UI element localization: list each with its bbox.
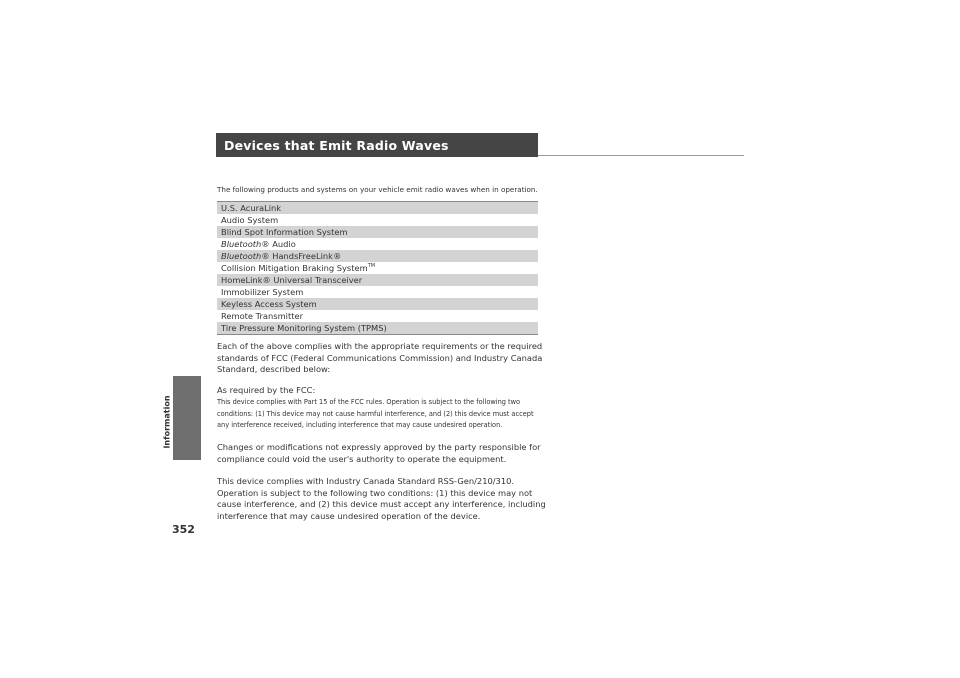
trademark-mark: TM: [367, 263, 376, 270]
device-row: [217, 310, 538, 322]
device-name-italic: Bluetooth: [221, 239, 262, 249]
industry-canada-statement: This device complies with Industry Canada Standard RSS-Gen/210/310. Operation is subject to the following two conditions: (1) this device may not cause interference, and (2) this device must accept any interference, including interference that may cause undesired operation of the device.: [217, 476, 546, 521]
device-row: [217, 226, 538, 238]
section-tab: [173, 376, 201, 460]
device-name: Tire Pressure Monitoring System (TPMS): [221, 323, 387, 333]
device-name: Audio System: [221, 215, 279, 225]
device-row: [217, 214, 538, 226]
device-row: [217, 286, 538, 298]
section-label: [160, 384, 174, 460]
device-name: ® HandsFreeLink®: [261, 251, 342, 261]
intro-text: The following products and systems on your vehicle emit radio waves when in operation.: [217, 185, 538, 194]
device-list: [217, 201, 538, 335]
device-name: Collision Mitigation Braking System: [221, 263, 368, 273]
modification-warning: Changes or modifications not expressly approved by the party responsible for compliance could void the user's authority to operate the equipment.: [217, 442, 541, 464]
device-name: ® Audio: [261, 239, 296, 249]
device-row: [217, 250, 538, 262]
device-row: [217, 298, 538, 310]
fcc-heading: As required by the FCC:: [217, 385, 316, 395]
page-number: 352: [172, 523, 195, 536]
device-name: Keyless Access System: [221, 299, 317, 309]
title-rule: [538, 155, 744, 156]
device-name: U.S. AcuraLink: [221, 203, 282, 213]
device-name: HomeLink® Universal Transceiver: [221, 275, 363, 285]
device-row: [217, 322, 538, 334]
device-name-italic: Bluetooth: [221, 251, 262, 261]
section-label-text: Information: [162, 395, 172, 449]
device-name: Immobilizer System: [221, 287, 304, 297]
compliance-paragraph: Each of the above complies with the appropriate requirements or the required standards of FCC (Federal Communications Commission) and Industry Canada Standard, described below:: [217, 341, 543, 374]
device-row: [217, 274, 538, 286]
device-row: [217, 238, 538, 250]
device-name: Blind Spot Information System: [221, 227, 348, 237]
device-row: [217, 262, 538, 274]
section-title: Devices that Emit Radio Waves: [216, 133, 538, 157]
device-name: Remote Transmitter: [221, 311, 303, 321]
fcc-statement: This device complies with Part 15 of the FCC rules. Operation is subject to the following two conditions: (1) This device may not cause harmful interference, and (2) this device must accept any interference received, including interference that may cause undesired operation.: [217, 398, 534, 429]
device-row: [217, 202, 538, 214]
